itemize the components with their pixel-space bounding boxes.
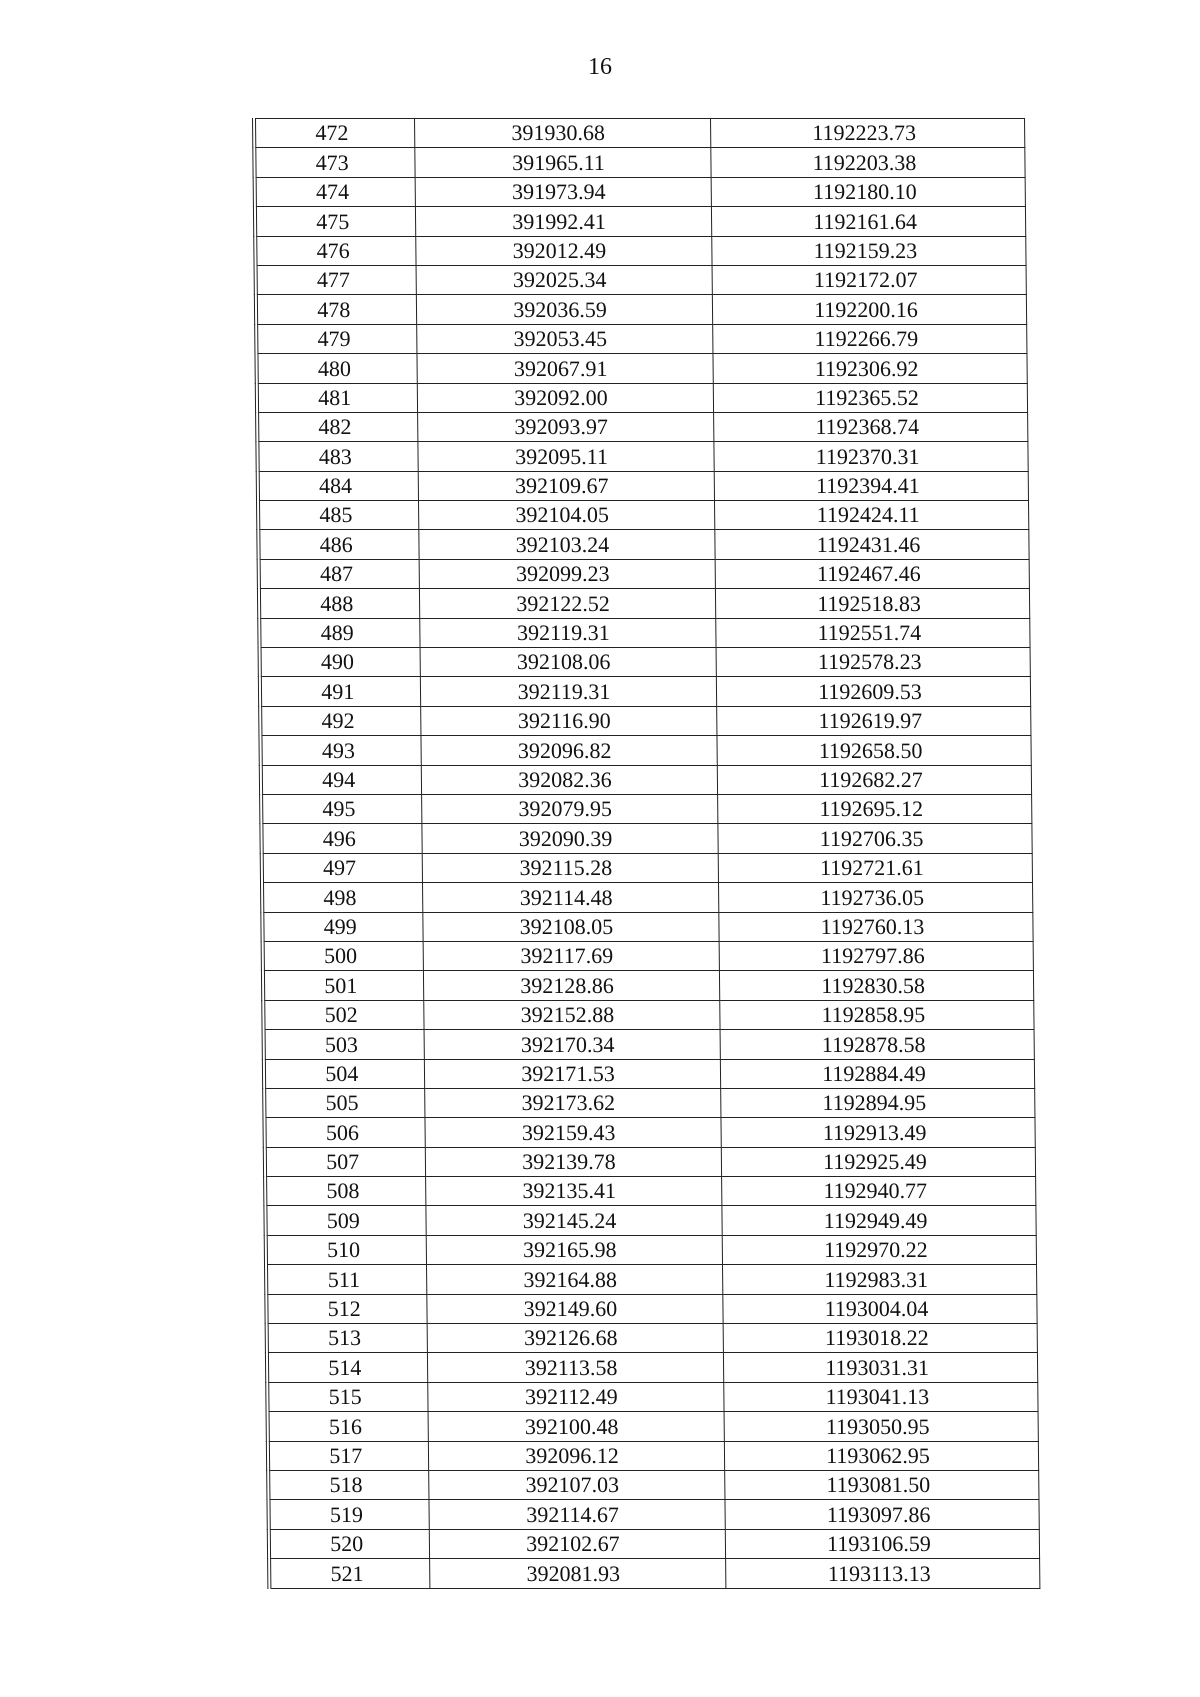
table-row (265, 1147, 1035, 1176)
y-coordinate-cell: 1192658.50 (716, 736, 1030, 765)
table-row (263, 941, 1033, 970)
y-coordinate-cell: 1193081.50 (724, 1470, 1038, 1499)
x-coordinate-cell: 392082.36 (421, 765, 717, 794)
coordinate-table-body (254, 119, 1039, 1589)
table-row (262, 912, 1032, 941)
point-number-cell: 477 (256, 265, 416, 294)
x-coordinate-cell: 392135.41 (425, 1177, 721, 1206)
table-row (264, 1059, 1034, 1088)
table-row (266, 1235, 1036, 1264)
y-coordinate-cell: 1193041.13 (723, 1382, 1037, 1411)
x-coordinate-cell: 392053.45 (416, 324, 712, 353)
point-number-cell: 505 (264, 1088, 424, 1117)
y-coordinate-cell: 1192159.23 (711, 236, 1025, 265)
point-number-cell: 507 (265, 1147, 425, 1176)
table-row (266, 1265, 1036, 1294)
y-coordinate-cell: 1192467.46 (715, 559, 1029, 588)
x-coordinate-cell: 392115.28 (422, 853, 718, 882)
point-number-cell: 492 (260, 706, 420, 735)
table-row (258, 530, 1028, 559)
table-row (260, 648, 1030, 677)
x-coordinate-cell: 392165.98 (426, 1235, 722, 1264)
y-coordinate-cell: 1192223.73 (710, 119, 1024, 148)
x-coordinate-cell: 392099.23 (419, 559, 715, 588)
x-coordinate-cell: 392116.90 (420, 706, 716, 735)
x-coordinate-cell: 392104.05 (418, 501, 714, 530)
x-coordinate-cell: 392128.86 (423, 971, 719, 1000)
point-number-cell: 476 (255, 236, 415, 265)
point-number-cell: 503 (264, 1030, 424, 1059)
x-coordinate-cell: 392012.49 (415, 236, 711, 265)
x-coordinate-cell: 392081.93 (429, 1559, 725, 1588)
table-row (261, 824, 1031, 853)
point-number-cell: 510 (266, 1235, 426, 1264)
point-number-cell: 490 (260, 648, 420, 677)
y-coordinate-cell: 1192200.16 (712, 295, 1026, 324)
y-coordinate-cell: 1192760.13 (718, 912, 1032, 941)
table-row (257, 442, 1027, 471)
table-row (268, 1470, 1038, 1499)
y-coordinate-cell: 1192203.38 (710, 148, 1024, 177)
point-number-cell: 506 (264, 1118, 424, 1147)
point-number-cell: 514 (267, 1353, 427, 1382)
x-coordinate-cell: 391992.41 (415, 207, 711, 236)
y-coordinate-cell: 1192368.74 (713, 412, 1027, 441)
x-coordinate-cell: 392171.53 (424, 1059, 720, 1088)
y-coordinate-cell: 1192721.61 (718, 853, 1032, 882)
y-coordinate-cell: 1192306.92 (712, 354, 1026, 383)
point-number-cell: 484 (258, 471, 418, 500)
point-number-cell: 518 (268, 1470, 428, 1499)
x-coordinate-cell: 392170.34 (424, 1030, 720, 1059)
x-coordinate-cell: 392096.82 (420, 736, 716, 765)
table-row (265, 1206, 1035, 1235)
y-coordinate-cell: 1192858.95 (719, 1000, 1033, 1029)
table-row (256, 295, 1026, 324)
y-coordinate-cell: 1193106.59 (725, 1529, 1039, 1558)
table-row (268, 1500, 1038, 1529)
x-coordinate-cell: 392152.88 (423, 1000, 719, 1029)
x-coordinate-cell: 391965.11 (414, 148, 710, 177)
x-coordinate-cell: 391973.94 (415, 177, 711, 206)
table-row (260, 677, 1030, 706)
table-row (262, 853, 1032, 882)
table-row (257, 383, 1027, 412)
table-row (255, 177, 1025, 206)
y-coordinate-cell: 1192578.23 (716, 648, 1030, 677)
table-row (255, 236, 1025, 265)
x-coordinate-cell: 392092.00 (417, 383, 713, 412)
y-coordinate-cell: 1192682.27 (717, 765, 1031, 794)
y-coordinate-cell: 1192172.07 (712, 265, 1026, 294)
point-number-cell: 521 (269, 1559, 429, 1588)
x-coordinate-cell: 392108.06 (420, 648, 716, 677)
point-number-cell: 473 (254, 148, 414, 177)
y-coordinate-cell: 1192970.22 (722, 1235, 1036, 1264)
point-number-cell: 509 (265, 1206, 425, 1235)
x-coordinate-cell: 392164.88 (426, 1265, 722, 1294)
x-coordinate-cell: 392102.67 (429, 1529, 725, 1558)
y-coordinate-cell: 1192266.79 (712, 324, 1026, 353)
table-row (260, 706, 1030, 735)
table-row (263, 971, 1033, 1000)
point-number-cell: 488 (259, 589, 419, 618)
x-coordinate-cell: 392095.11 (417, 442, 713, 471)
y-coordinate-cell: 1192180.10 (711, 177, 1025, 206)
y-coordinate-cell: 1192551.74 (715, 618, 1029, 647)
point-number-cell: 485 (258, 501, 418, 530)
table-row (269, 1559, 1039, 1588)
point-number-cell: 494 (261, 765, 421, 794)
point-number-cell: 498 (262, 883, 422, 912)
table-row (268, 1412, 1038, 1441)
point-number-cell: 479 (256, 324, 416, 353)
point-number-cell: 482 (257, 412, 417, 441)
x-coordinate-cell: 392107.03 (428, 1470, 724, 1499)
y-coordinate-cell: 1192394.41 (714, 471, 1028, 500)
x-coordinate-cell: 392122.52 (419, 589, 715, 618)
y-coordinate-cell: 1192894.95 (720, 1088, 1034, 1117)
x-coordinate-cell: 392159.43 (424, 1118, 720, 1147)
x-coordinate-cell: 392079.95 (421, 794, 717, 823)
point-number-cell: 502 (263, 1000, 423, 1029)
x-coordinate-cell: 392100.48 (428, 1412, 724, 1441)
x-coordinate-cell: 392109.67 (418, 471, 714, 500)
table-row (258, 471, 1028, 500)
y-coordinate-cell: 1192161.64 (711, 207, 1025, 236)
y-coordinate-cell: 1192884.49 (720, 1059, 1034, 1088)
table-row (254, 119, 1024, 148)
point-number-cell: 489 (259, 618, 419, 647)
point-number-cell: 474 (255, 177, 415, 206)
table-row (268, 1441, 1038, 1470)
y-coordinate-cell: 1192609.53 (716, 677, 1030, 706)
point-number-cell: 511 (266, 1265, 426, 1294)
x-coordinate-cell: 392149.60 (426, 1294, 722, 1323)
table-row (259, 618, 1029, 647)
point-number-cell: 520 (269, 1529, 429, 1558)
x-coordinate-cell: 392114.67 (428, 1500, 724, 1529)
y-coordinate-cell: 1192878.58 (720, 1030, 1034, 1059)
y-coordinate-cell: 1192424.11 (714, 501, 1028, 530)
point-number-cell: 475 (255, 207, 415, 236)
y-coordinate-cell: 1193018.22 (723, 1324, 1037, 1353)
y-coordinate-cell: 1192695.12 (717, 794, 1031, 823)
table-row (254, 148, 1024, 177)
x-coordinate-cell: 392108.05 (422, 912, 718, 941)
x-coordinate-cell: 392145.24 (425, 1206, 721, 1235)
y-coordinate-cell: 1192830.58 (719, 971, 1033, 1000)
point-number-cell: 517 (268, 1441, 428, 1470)
point-number-cell: 513 (267, 1324, 427, 1353)
table-row (256, 324, 1026, 353)
point-number-cell: 478 (256, 295, 416, 324)
table-row (259, 589, 1029, 618)
point-number-cell: 483 (257, 442, 417, 471)
y-coordinate-cell: 1192431.46 (714, 530, 1028, 559)
y-coordinate-cell: 1192365.52 (713, 383, 1027, 412)
point-number-cell: 500 (263, 941, 423, 970)
x-coordinate-cell: 392103.24 (418, 530, 714, 559)
table-row (267, 1324, 1037, 1353)
y-coordinate-cell: 1193031.31 (723, 1353, 1037, 1382)
x-coordinate-cell: 392090.39 (421, 824, 717, 853)
point-number-cell: 501 (263, 971, 423, 1000)
x-coordinate-cell: 391930.68 (414, 119, 710, 148)
point-number-cell: 493 (260, 736, 420, 765)
point-number-cell: 486 (258, 530, 418, 559)
point-number-cell: 472 (254, 119, 414, 148)
point-number-cell: 497 (262, 853, 422, 882)
x-coordinate-cell: 392119.31 (419, 618, 715, 647)
x-coordinate-cell: 392113.58 (427, 1353, 723, 1382)
y-coordinate-cell: 1192913.49 (720, 1118, 1034, 1147)
x-coordinate-cell: 392114.48 (422, 883, 718, 912)
y-coordinate-cell: 1193062.95 (724, 1441, 1038, 1470)
point-number-cell: 496 (261, 824, 421, 853)
point-number-cell: 491 (260, 677, 420, 706)
y-coordinate-cell: 1192370.31 (713, 442, 1027, 471)
table-row (259, 559, 1029, 588)
x-coordinate-cell: 392025.34 (416, 265, 712, 294)
x-coordinate-cell: 392067.91 (416, 354, 712, 383)
table-row (265, 1177, 1035, 1206)
point-number-cell: 512 (266, 1294, 426, 1323)
table-row (260, 736, 1030, 765)
point-number-cell: 487 (259, 559, 419, 588)
table-row (256, 265, 1026, 294)
table-row (257, 412, 1027, 441)
x-coordinate-cell: 392096.12 (428, 1441, 724, 1470)
table-row (264, 1030, 1034, 1059)
point-number-cell: 508 (265, 1177, 425, 1206)
table-row (263, 1000, 1033, 1029)
x-coordinate-cell: 392093.97 (417, 412, 713, 441)
y-coordinate-cell: 1193113.13 (725, 1559, 1039, 1588)
point-number-cell: 481 (257, 383, 417, 412)
y-coordinate-cell: 1192940.77 (721, 1177, 1035, 1206)
point-number-cell: 480 (256, 354, 416, 383)
x-coordinate-cell: 392139.78 (425, 1147, 721, 1176)
point-number-cell: 495 (261, 794, 421, 823)
x-coordinate-cell: 392036.59 (416, 295, 712, 324)
x-coordinate-cell: 392126.68 (427, 1324, 723, 1353)
table-row (264, 1088, 1034, 1117)
y-coordinate-cell: 1192518.83 (715, 589, 1029, 618)
page-number: 16 (588, 54, 612, 80)
table-row (264, 1118, 1034, 1147)
point-number-cell: 499 (262, 912, 422, 941)
y-coordinate-cell: 1192706.35 (717, 824, 1031, 853)
y-coordinate-cell: 1192619.97 (716, 706, 1030, 735)
y-coordinate-cell: 1192925.49 (721, 1147, 1035, 1176)
point-number-cell: 504 (264, 1059, 424, 1088)
table-row (262, 883, 1032, 912)
x-coordinate-cell: 392173.62 (424, 1088, 720, 1117)
table-row (267, 1353, 1037, 1382)
point-number-cell: 516 (268, 1412, 428, 1441)
coordinate-table (252, 118, 1040, 1589)
y-coordinate-cell: 1192736.05 (718, 883, 1032, 912)
y-coordinate-cell: 1193050.95 (724, 1412, 1038, 1441)
table-row (261, 794, 1031, 823)
table-row (267, 1382, 1037, 1411)
y-coordinate-cell: 1192797.86 (719, 941, 1033, 970)
x-coordinate-cell: 392117.69 (423, 941, 719, 970)
table-row (258, 501, 1028, 530)
y-coordinate-cell: 1193004.04 (722, 1294, 1036, 1323)
table-row (269, 1529, 1039, 1558)
y-coordinate-cell: 1193097.86 (724, 1500, 1038, 1529)
point-number-cell: 515 (267, 1382, 427, 1411)
table-row (255, 207, 1025, 236)
y-coordinate-cell: 1192983.31 (722, 1265, 1036, 1294)
y-coordinate-cell: 1192949.49 (721, 1206, 1035, 1235)
x-coordinate-cell: 392119.31 (420, 677, 716, 706)
table-row (256, 354, 1026, 383)
point-number-cell: 519 (268, 1500, 428, 1529)
x-coordinate-cell: 392112.49 (427, 1382, 723, 1411)
table-row (266, 1294, 1036, 1323)
table-row (261, 765, 1031, 794)
